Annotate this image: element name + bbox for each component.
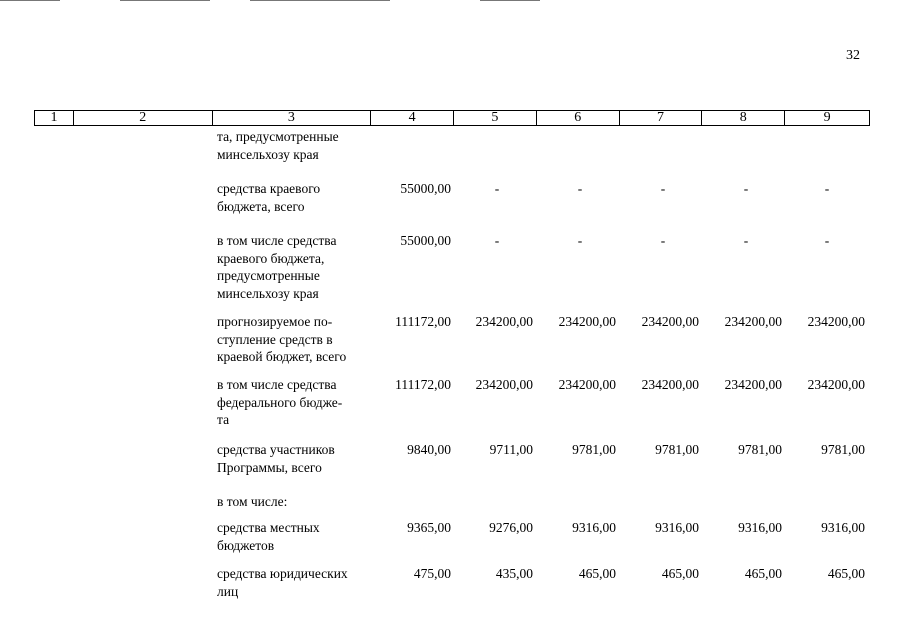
cell-col-5: 9276,00 <box>489 520 533 535</box>
cell-col-7: 234200,00 <box>641 377 699 392</box>
cell-col-8: 234200,00 <box>724 377 782 392</box>
cell-col-7: 9781,00 <box>655 442 699 457</box>
cell-col-9: - <box>824 233 830 248</box>
row-description: в том числе средства федерального бюдже- та <box>217 377 343 427</box>
header-col-5: 5 <box>454 111 537 125</box>
scan-top-line <box>250 0 390 1</box>
header-col-6: 6 <box>537 111 620 125</box>
cell-col-6: - <box>577 233 583 248</box>
cell-col-9: 9316,00 <box>821 520 865 535</box>
header-col-9: 9 <box>823 110 831 125</box>
cell-col-7: - <box>660 181 666 196</box>
cell-col-9: 465,00 <box>827 566 865 581</box>
row-description: в том числе средства краевого бюджета, предусмотренные минсельхозу края <box>217 233 337 301</box>
header-col-4: 4 <box>371 111 454 125</box>
scan-top-line <box>120 0 210 1</box>
cell-col-8: 465,00 <box>744 566 782 581</box>
cell-col-4: 111172,00 <box>395 377 451 392</box>
cell-col-7: - <box>660 233 666 248</box>
row-description: та, предусмотренные минсельхозу края <box>217 129 339 162</box>
cell-col-7: 234200,00 <box>641 314 699 329</box>
cell-col-8: - <box>743 233 749 248</box>
header-col-3: 3 <box>213 111 372 125</box>
cell-col-5: 234200,00 <box>475 377 533 392</box>
page-number: 32 <box>846 48 860 63</box>
row-description: средства местных бюджетов <box>217 520 320 553</box>
cell-col-9: 234200,00 <box>807 377 865 392</box>
header-col-7: 7 <box>620 111 703 125</box>
row-description: средства краевого бюджета, всего <box>217 181 321 214</box>
cell-col-6: 465,00 <box>578 566 616 581</box>
scan-top-line <box>480 0 540 1</box>
table-header <box>34 110 870 126</box>
cell-col-4: 111172,00 <box>395 314 451 329</box>
row-description: прогнозируемое по- ступление средств в краевой бюджет, всего <box>217 314 347 364</box>
cell-col-5: 9711,00 <box>489 442 533 457</box>
cell-col-8: - <box>743 181 749 196</box>
cell-col-6: 234200,00 <box>558 377 616 392</box>
cell-col-6: 234200,00 <box>558 314 616 329</box>
cell-col-8: 234200,00 <box>724 314 782 329</box>
cell-col-9: - <box>824 181 830 196</box>
cell-col-6: - <box>577 181 583 196</box>
cell-col-5: 435,00 <box>495 566 533 581</box>
cell-col-5: - <box>494 181 500 196</box>
header-col-8: 8 <box>702 111 785 125</box>
row-description: средства участников Программы, всего <box>217 442 335 475</box>
cell-col-9: 9781,00 <box>821 442 865 457</box>
header-col-2: 2 <box>74 111 213 125</box>
cell-col-8: 9781,00 <box>738 442 782 457</box>
cell-col-5: - <box>494 233 500 248</box>
cell-col-9: 234200,00 <box>807 314 865 329</box>
cell-col-4: 9365,00 <box>407 520 451 535</box>
scan-top-line <box>0 0 60 1</box>
cell-col-7: 465,00 <box>661 566 699 581</box>
cell-col-8: 9316,00 <box>738 520 782 535</box>
cell-col-4: 9840,00 <box>407 442 451 457</box>
cell-col-4: 55000,00 <box>400 181 451 196</box>
cell-col-4: 55000,00 <box>400 233 451 248</box>
cell-col-4: 475,00 <box>413 566 451 581</box>
cell-col-6: 9781,00 <box>572 442 616 457</box>
cell-col-5: 234200,00 <box>475 314 533 329</box>
row-description: средства юридических лиц <box>217 566 348 599</box>
row-description: в том числе: <box>217 494 288 509</box>
header-col-1: 1 <box>35 111 74 125</box>
cell-col-7: 9316,00 <box>655 520 699 535</box>
cell-col-6: 9316,00 <box>572 520 616 535</box>
